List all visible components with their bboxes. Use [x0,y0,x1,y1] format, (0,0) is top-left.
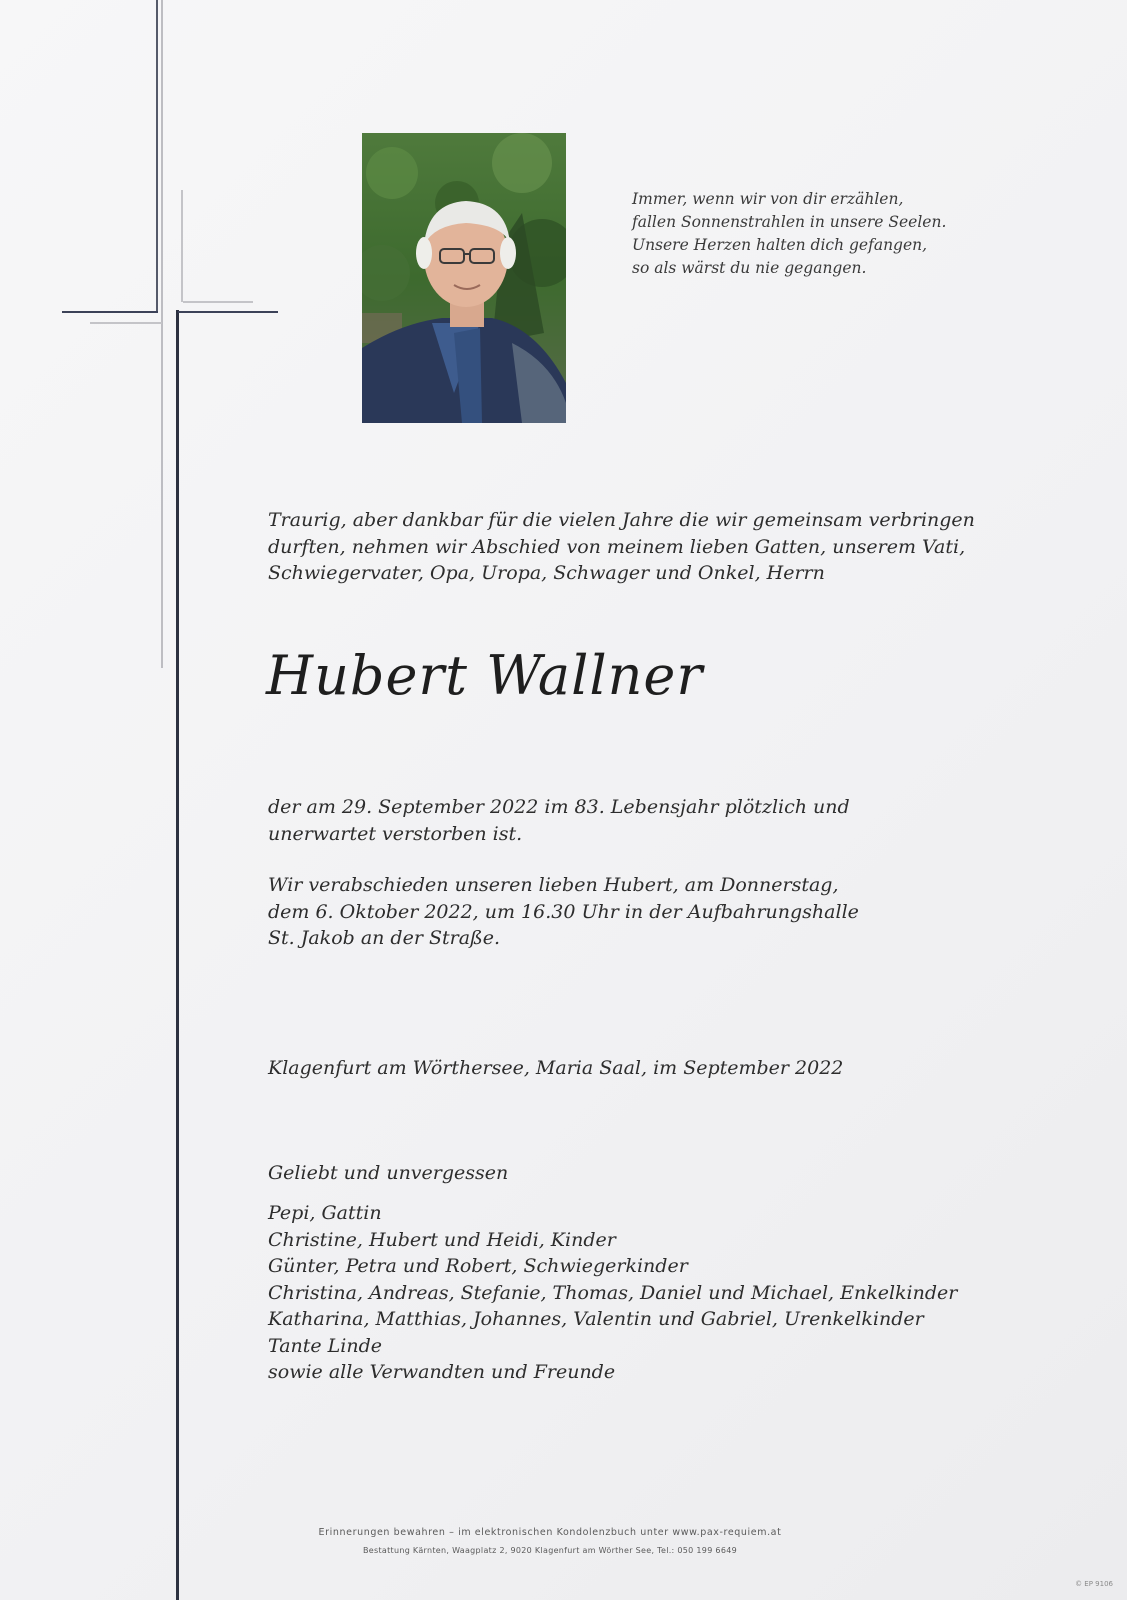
death-paragraph [268,794,1008,847]
mourners-heading: Geliebt und unvergessen [268,1162,509,1184]
print-code: © EP 9106 [1075,1580,1113,1588]
place-date: Klagenfurt am Wörthersee, Maria Saal, im September 2022 [268,1057,844,1079]
quote-line: Immer, wenn wir von dir erzählen, [632,190,904,208]
intro-line: Traurig, aber dankbar für die vielen Jahre die wir gemeinsam verbringen [268,509,975,531]
deceased-name: Hubert Wallner [266,644,704,707]
cross-line-dark-vertical-top [156,0,158,312]
intro-line: durften, nehmen wir Abschied von meinem lieben Gatten, unserem Vati, [268,535,966,558]
cross-line-light-vertical-short [181,190,183,302]
cross-line-light-vertical [161,0,163,668]
mourner-line: sowie alle Verwandten und Freunde [268,1361,616,1383]
cross-beam-light-left [90,322,162,324]
footer-condolence-link: Erinnerungen bewahren – im elektronischen Kondolenzbuch unter www.pax-requiem.at [318,1527,782,1538]
death-line: der am 29. September 2022 im 83. Lebensjahr plötzlich und [268,796,850,818]
memorial-quote [632,188,1052,280]
ceremony-line: dem 6. Oktober 2022, um 16.30 Uhr in der Aufbahrungshalle [268,900,859,923]
mourner-line: Christina, Andreas, Stefanie, Thomas, Daniel und Michael, Enkelkinder [268,1281,958,1304]
mourners-list [268,1200,1008,1386]
cross-line-dark-vertical-bottom [176,310,179,1600]
death-line: unerwartet verstorben ist. [268,822,523,845]
mourner-line: Günter, Petra und Robert, Schwiegerkinder [268,1255,688,1277]
quote-line: Unsere Herzen halten dich gefangen, [632,236,928,254]
quote-line: fallen Sonnenstrahlen in unsere Seelen. [632,213,947,231]
mourner-line: Katharina, Matthias, Johannes, Valentin und Gabriel, Urenkelkinder [268,1308,924,1330]
portrait-photo [362,133,566,423]
footer-address: Bestattung Kärnten, Waagplatz 2, 9020 Klagenfurt am Wörther See, Tel.: 050 199 6649 [362,1546,737,1555]
cross-beam-dark-right [178,311,278,313]
mourner-line: Christine, Hubert und Heidi, Kinder [268,1228,616,1251]
ceremony-line: St. Jakob an der Straße. [268,927,500,949]
ceremony-line: Wir verabschieden unseren lieben Hubert, am Donnerstag, [268,874,839,896]
mourner-line: Pepi, Gattin [268,1202,382,1224]
intro-paragraph [268,507,1008,587]
intro-line: Schwiegervater, Opa, Uropa, Schwager und Onkel, Herrn [268,562,825,584]
cross-beam-light-right [183,301,253,303]
cross-beam-dark-left [62,311,158,313]
ceremony-paragraph [268,872,1008,952]
quote-line: so als wärst du nie gegangen. [632,259,867,277]
mourner-line: Tante Linde [268,1334,383,1357]
